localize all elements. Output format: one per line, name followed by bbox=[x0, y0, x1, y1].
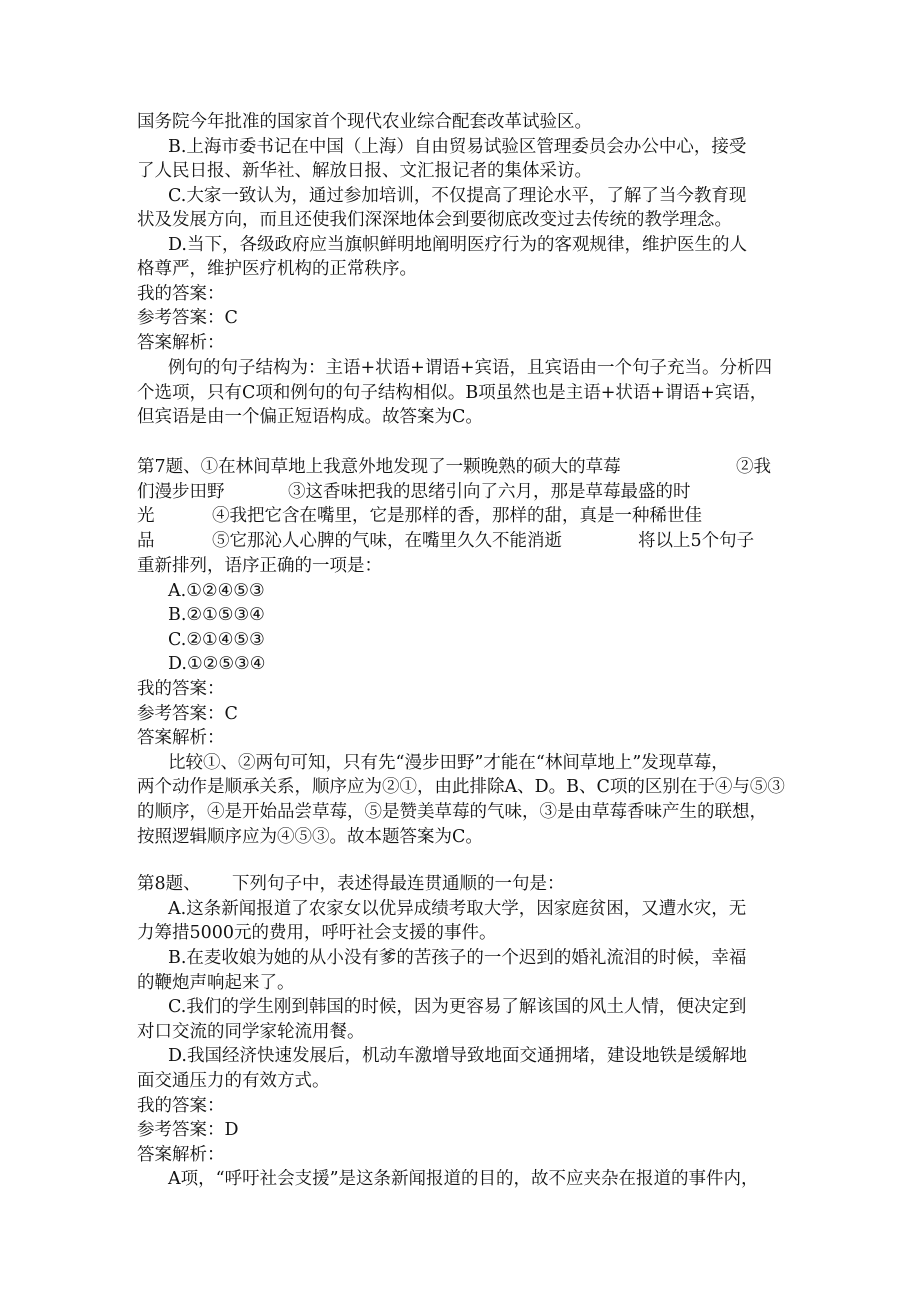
q7-stem-line3a: 光 bbox=[137, 506, 155, 526]
q8-option-a-cont: 力筹措5000元的费用，呼吁社会支援的事件。 bbox=[137, 923, 497, 943]
q7-analysis-line: 的顺序，④是开始品尝草莓，⑤是赞美草莓的气味，③是由草莓香味产生的联想， bbox=[137, 802, 767, 822]
q7-reference-answer: 参考答案：C bbox=[137, 704, 238, 724]
q6-reference-answer: 参考答案：C bbox=[137, 308, 238, 328]
q8-analysis-line: A项，“呼吁社会支援”是这条新闻报道的目的，故不应夹杂在报道的事件内， bbox=[168, 1169, 759, 1189]
q7-option-d: D.①②⑤③④ bbox=[168, 654, 266, 674]
q7-analysis-line: 按照逻辑顺序应为④⑤③。故本题答案为C。 bbox=[137, 827, 483, 847]
q6-analysis-line: 但宾语是由一个偏正短语构成。故答案为C。 bbox=[137, 407, 483, 427]
q6-my-answer: 我的答案： bbox=[137, 284, 225, 304]
q8-stem: 下列句子中，表述得最连贯通顺的一句是： bbox=[232, 874, 565, 894]
q7-option-c: C.②①④⑤③ bbox=[168, 630, 265, 650]
q7-stem-line3b: ④我把它含在嘴里，它是那样的香，那样的甜，真是一种稀世佳 bbox=[212, 506, 702, 526]
q7-analysis-label: 答案解析： bbox=[137, 728, 225, 748]
q6-analysis-label: 答案解析： bbox=[137, 333, 225, 353]
q8-option-b: B.在麦收娘为她的从小没有爹的苦孩子的一个迟到的婚礼流泪的时候，幸福 bbox=[168, 948, 747, 968]
q8-option-a: A.这条新闻报道了农家女以优异成绩考取大学，因家庭贫困，又遭水灾，无 bbox=[168, 899, 747, 919]
q7-stem-line4a: 品 bbox=[137, 531, 155, 551]
q6-analysis-line: 例句的句子结构为：主语+状语+谓语+宾语，且宾语由一个句子充当。分析四 bbox=[168, 358, 772, 378]
q8-option-d: D.我国经济快速发展后，机动车激增导致地面交通拥堵，建设地铁是缓解地 bbox=[168, 1046, 747, 1066]
q8-my-answer: 我的答案： bbox=[137, 1096, 225, 1116]
q6-option-b: B.上海市委书记在中国（上海）自由贸易试验区管理委员会办公中心，接受 bbox=[168, 137, 747, 157]
q7-stem-line1a: 第7题、①在林间草地上我意外地发现了一颗晚熟的硕大的草莓 bbox=[137, 457, 621, 477]
q7-my-answer: 我的答案： bbox=[137, 679, 225, 699]
q8-option-b-cont: 的鞭炮声响起来了。 bbox=[137, 973, 295, 993]
q6-option-d: D.当下，各级政府应当旗帜鲜明地阐明医疗行为的客观规律，维护医生的人 bbox=[168, 235, 747, 255]
q8-analysis-label: 答案解析： bbox=[137, 1145, 225, 1165]
q7-stem-line2a: 们漫步田野 bbox=[137, 482, 225, 502]
q8-option-c: C.我们的学生刚到韩国的时候，因为更容易了解该国的风土人情，便决定到 bbox=[168, 997, 747, 1017]
q7-option-a: A.①②④⑤③ bbox=[168, 581, 265, 601]
q7-option-b: B.②①⑤③④ bbox=[168, 605, 265, 625]
q7-stem-line4b: ⑤它那沁人心脾的气味，在嘴里久久不能消逝 bbox=[212, 531, 562, 551]
q6-analysis-line: 个选项，只有C项和例句的句子结构相似。B项虽然也是主语+状语+谓语+宾语， bbox=[137, 383, 768, 403]
q6-option-b-cont: 了人民日报、新华社、解放日报、文汇报记者的集体采访。 bbox=[137, 161, 592, 181]
q6-stem-tail: 国务院今年批准的国家首个现代农业综合配套改革试验区。 bbox=[137, 112, 592, 132]
q8-option-c-cont: 对口交流的同学家轮流用餐。 bbox=[137, 1022, 365, 1042]
q6-option-c: C.大家一致认为，通过参加培训，不仅提高了理论水平，了解了当今教育现 bbox=[168, 186, 747, 206]
q7-analysis-line: 两个动作是顺承关系，顺序应为②①，由此排除A、D。B、C项的区别在于④与⑤③ bbox=[137, 777, 785, 797]
q8-number: 第8题、 bbox=[137, 874, 201, 894]
q7-stem-line4c: 将以上5个句子 bbox=[638, 531, 755, 551]
q6-option-d-cont: 格尊严，维护医疗机构的正常秩序。 bbox=[137, 259, 417, 279]
q8-option-d-cont: 面交通压力的有效方式。 bbox=[137, 1071, 330, 1091]
q6-option-c-cont: 状及发展方向，而且还使我们深深地体会到要彻底改变过去传统的教学理念。 bbox=[137, 210, 732, 230]
q7-analysis-line: 比较①、②两句可知，只有先“漫步田野”才能在“林间草地上”发现草莓， bbox=[168, 753, 729, 773]
q7-stem-line5: 重新排列，语序正确的一项是： bbox=[137, 556, 382, 576]
q7-stem-line2b: ③这香味把我的思绪引向了六月，那是草莓最盛的时 bbox=[288, 482, 691, 502]
q7-stem-line1b: ②我 bbox=[736, 457, 771, 477]
q8-reference-answer: 参考答案：D bbox=[137, 1120, 239, 1140]
